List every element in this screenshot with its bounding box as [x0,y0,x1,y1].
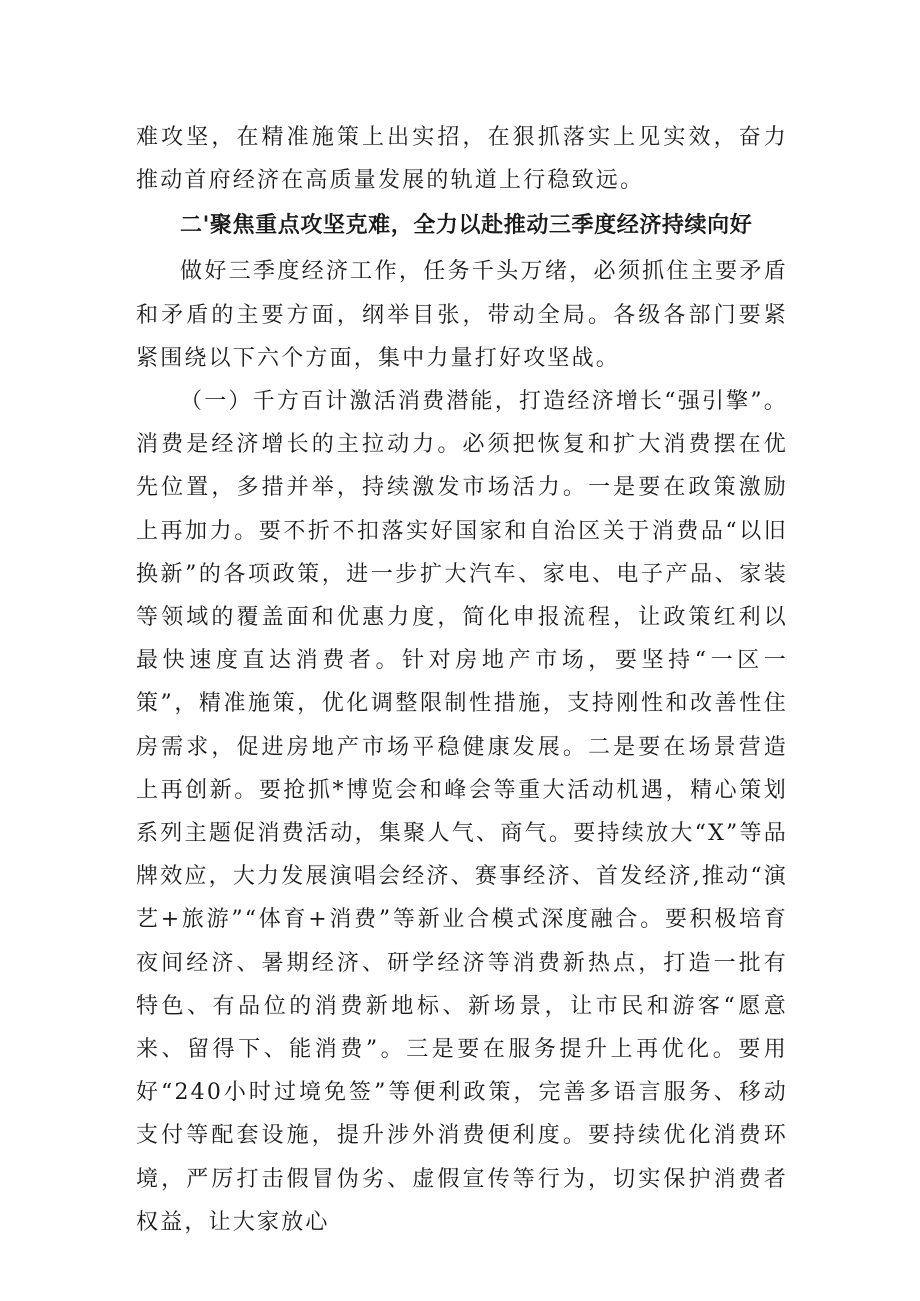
paragraph-consumption: （一）千方百计激活消费潜能，打造经济增长“强引擎”。消费是经济增长的主拉动力。必须把恢复和扩大消费摆在优先位置，多措并举，持续激发市场活力。一是要在政策激励上再加力。要不折不扣落实好国家和自治区关于消费品“以旧换新”的各项政策，进一步扩大汽车、家电、电子产品、家装等领域的覆盖面和优惠力度，简化申报流程，让政策红利以最快速度直达消费者。针对房地产市场，要坚持“一区一策”，精准施策，优化调整限制性措施，支持刚性和改善性住房需求，促进房地产市场平稳健康发展。二是要在场景营造上再创新。要抢抓*博览会和峰会等重大活动机遇，精心策划系列主题促消费活动，集聚人气、商气。要持续放大“X”等品牌效应，大力发展演唱会经济、赛事经济、首发经济,推动“演艺+旅游”“体育+消费”等新业合模式深度融合。要积极培育夜间经济、暑期经济、研学经济等消费新热点，打造一批有特色、有品位的消费新地标、新场景，让市民和游客“愿意来、留得下、能消费”。三是要在服务提升上再优化。要用好“240小时过境免签”等便利政策，完善多语言服务、移动支付等配套设施，提升涉外消费便利度。要持续优化消费环境，严厉打击假冒伪劣、虚假宣传等行为，切实保护消费者权益，让大家放心 [136,389,788,1235]
paragraph-intro: 做好三季度经济工作，任务千头万绪，必须抓住主要矛盾和矛盾的主要方面，纲举目张，带动全局。各级各部门要紧紧围绕以下六个方面，集中力量打好攻坚战。 [136,259,788,371]
document-body [136,116,788,1244]
paragraph-continuation: 难攻坚，在精准施策上出实招，在狠抓落实上见实效，奋力推动首府经济在高质量发展的轨道上行稳致远。 [136,125,788,194]
section-heading: 二'聚焦重点攻坚克难，全力以赴推动三季度经济持续向好 [180,213,753,239]
